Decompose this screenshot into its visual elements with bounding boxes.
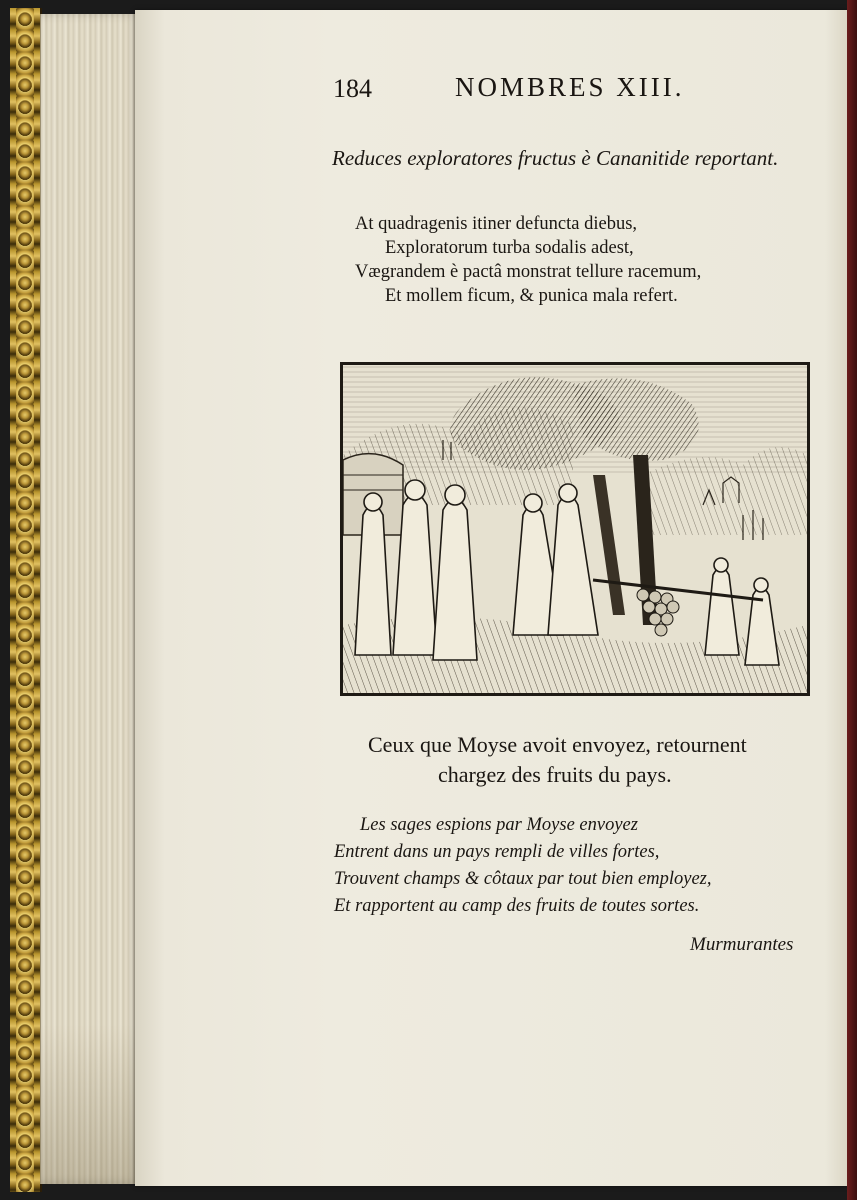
gilt-spine-border (10, 8, 42, 1192)
woodcut-illustration-icon (343, 365, 807, 693)
caption-line: chargez des fruits du pays. (438, 762, 672, 787)
latin-line: Exploratorum turba sodalis adest, (385, 238, 634, 258)
latin-line: Vægrandem è pactâ monstrat tellure racemum, (355, 262, 702, 282)
french-caption (368, 730, 747, 790)
latin-line: Et mollem ficum, & punica mala refert. (385, 286, 678, 306)
woodcut-illustration (340, 362, 810, 696)
page-number: 184 (333, 74, 372, 103)
caption-line: Ceux que Moyse avoit envoyez, retournent (368, 732, 747, 757)
french-line: Et rapportent au camp des fruits de toutes sortes. (334, 896, 700, 916)
running-title: NOMBRES XIII. (455, 72, 685, 102)
edge-shadow (41, 1024, 141, 1184)
french-line: Trouvent champs & côtaux par tout bien employez, (334, 869, 712, 889)
page-edges (40, 14, 141, 1184)
french-verse (334, 812, 711, 920)
french-line: Entrent dans un pays rempli de villes fortes, (334, 842, 660, 862)
latin-subtitle: Reduces exploratores fructus è Cananitide reportant. (332, 146, 779, 170)
latin-line: At quadragenis itiner defuncta diebus, (355, 214, 638, 234)
latin-verse (355, 212, 701, 308)
binding-edge (847, 0, 857, 1200)
french-line: Les sages espions par Moyse envoyez (360, 815, 638, 835)
catchword: Murmurantes (690, 934, 794, 955)
